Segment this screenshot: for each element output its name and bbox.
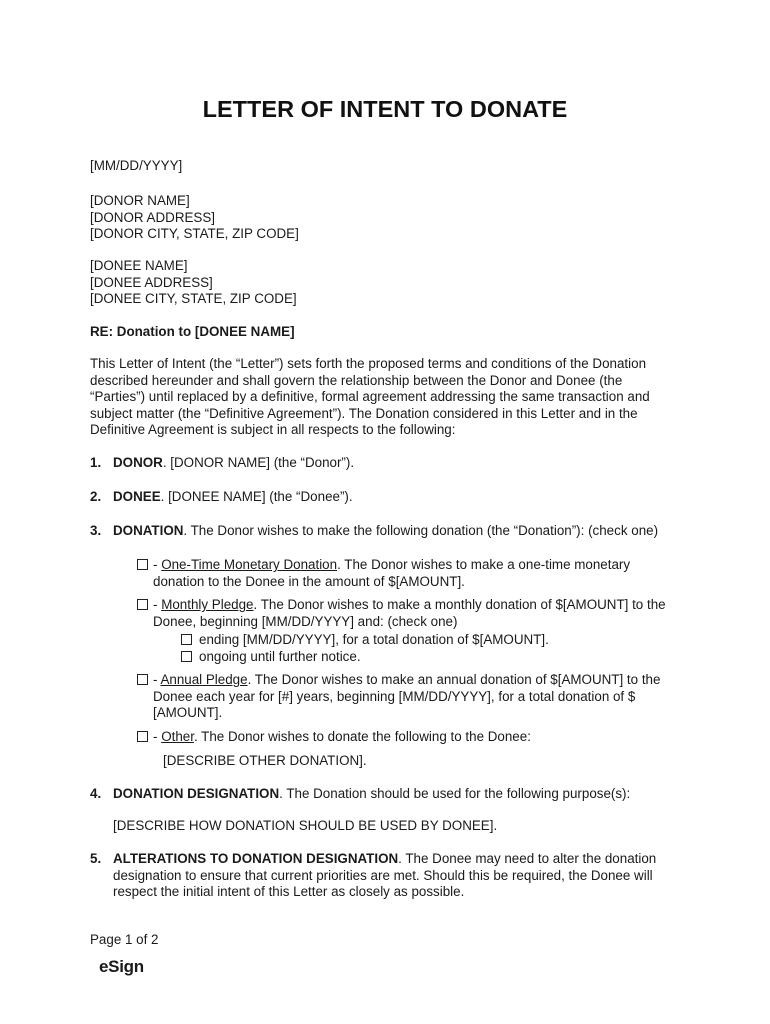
donor-address: [DONOR ADDRESS] <box>90 209 216 225</box>
other-donation-description: [DESCRIBE OTHER DONATION]. <box>163 753 367 768</box>
section-text: . The Donee may need to alter the donation designation to ensure that current priorities are met. Should this be required, the Donee will respect the initial intent of this Letter as closely as possible. <box>113 851 657 899</box>
donor-address-block <box>90 193 299 243</box>
section-number: 5. <box>90 851 102 866</box>
donee-name: [DONEE NAME] <box>90 258 188 273</box>
section-heading: DONEE <box>113 489 161 504</box>
ongoing-checkbox[interactable] <box>181 651 192 662</box>
monthly-pledge-checkbox[interactable] <box>137 599 148 610</box>
option-text: . The Donor wishes to donate the following to the Donee: <box>193 729 531 744</box>
section-heading: DONOR <box>113 455 163 470</box>
one-time-checkbox[interactable] <box>137 559 148 570</box>
section-number: 3. <box>90 523 102 538</box>
option-label: Other <box>161 729 194 744</box>
designation-description: [DESCRIBE HOW DONATION SHOULD BE USED BY DONEE]. <box>113 818 498 833</box>
sub-option-text: ongoing until further notice. <box>199 649 361 664</box>
other-checkbox[interactable] <box>137 731 148 742</box>
letter-date: [MM/DD/YYYY] <box>90 158 183 173</box>
option-label: One-Time Monetary Donation <box>161 557 338 572</box>
section-heading: DONATION <box>113 523 184 538</box>
page-number: Page 1 of 2 <box>90 932 159 947</box>
option-text: . The Donor wishes to make an annual donation of $[AMOUNT] to the Donee each year for [#] years, beginning [MM/DD/YYYY], for a total donation of $ [AMOUNT]. <box>153 672 661 720</box>
annual-pledge-checkbox[interactable] <box>137 674 148 685</box>
section-text: . [DONEE NAME] (the “Donee”). <box>160 489 353 504</box>
intro-paragraph: This Letter of Intent (the “Letter”) sets forth the proposed terms and conditions of the Donation described hereunder and shall govern the relationship between the Donor and Donee (the “Parties”) until replaced by a definitive, formal agreement addressing the same transaction and subject matter (the “Definitive Agreement”). The Donation considered in this Letter and in the Definitive Agreement is subject in all respects to the following: <box>90 356 650 437</box>
section-number: 4. <box>90 786 102 801</box>
option-label: Monthly Pledge <box>161 597 254 612</box>
section-number: 1. <box>90 455 102 470</box>
section-text: . The Donor wishes to make the following donation (the “Donation”): (check one) <box>183 523 659 538</box>
re-line: RE: Donation to [DONEE NAME] <box>90 324 295 339</box>
section-heading: DONATION DESIGNATION <box>113 786 280 801</box>
donee-address-block <box>90 258 297 308</box>
section-number: 2. <box>90 489 102 504</box>
sub-option-text: ending [MM/DD/YYYY], for a total donation of $[AMOUNT]. <box>199 632 549 647</box>
section-heading: ALTERATIONS TO DONATION DESIGNATION <box>113 851 399 866</box>
section-text: . [DONOR NAME] (the “Donor”). <box>162 455 355 470</box>
donor-city: [DONOR CITY, STATE, ZIP CODE] <box>90 226 299 241</box>
document-title: LETTER OF INTENT TO DONATE <box>202 96 568 122</box>
ending-checkbox[interactable] <box>181 634 192 645</box>
option-text: . The Donor wishes to make a monthly donation of $[AMOUNT] to the Donee, beginning [MM/DD/YYYY] and: (check one) <box>153 597 666 629</box>
donee-address: [DONEE ADDRESS] <box>90 274 213 290</box>
option-text: . The Donor wishes to make a one-time monetary donation to the Donee in the amount of $[AMOUNT]. <box>153 557 631 589</box>
section-text: . The Donation should be used for the following purpose(s): <box>279 786 631 801</box>
option-label: Annual Pledge <box>160 672 248 687</box>
donor-name: [DONOR NAME] <box>90 193 190 208</box>
esign-logo: eSign <box>99 957 144 976</box>
document-page: LETTER OF INTENT TO DONATE [MM/DD/YYYY] [DONOR NAME] [DONOR ADDRESS] [DONOR CITY, STATE, ZIP CODE] [DONEE NAME] [DONEE ADDRESS] [DONEE CITY, STATE, ZIP CODE] RE: Donation to [DONEE NAME] This Letter of Intent (the “Letter”) sets forth the proposed terms and conditions of the Donation described hereunder and shall govern the relationship between the Donor and Donee (the “Parties”) until replaced by a definitive, formal agreement addressing the same transaction and subject matter (the “Definitive Agreement”). The Donation considered in this Letter and in the Definitive Agreement is subject in all respects to the following: 1. DONOR. [DONOR NAME] (the “Donor”). 2. DONEE. [DONEE NAME] (the “Donee”). 3. DONATION. The Donor wishes to make the following donation (the “Donation”): (check one) - One-Time Monetary Donation. The Donor wishes to make a one-time monetary donation to the Donee in the amount of $[AMOUNT]. - Monthly Pledge. The Donor wishes to make a monthly donation of $[AMOUNT] to the Donee, beginning [MM/DD/YYYY] and: (check one) ending [MM/DD/YYYY], for a total donation of $[AMOUNT]. ongoing until further notice. - Annual Pledge. The Donor wishes to make an annual donation of $[AMOUNT] to the Donee each year for [#] years, beginning [MM/DD/YYYY], for a total donation of $ [AMOUNT]. - Other. The Donor wishes to donate the following to the Donee: [DESCRIBE OTHER DONATION]. 4. DONATION DESIGNATION. The Donation should be used for the following purpose(s): [DESCRIBE HOW DONATION SHOULD BE USED BY DONEE]. 5. ALTERATIONS TO DONATION DESIGNATION. The Donee may need to alter the donation designation to ensure that current priorities are met. Should this be required, the Donee will respect the initial intent of this Letter as closely as possible. Page 1 of 2 eSign <box>0 0 770 1024</box>
donee-city: [DONEE CITY, STATE, ZIP CODE] <box>90 291 297 306</box>
